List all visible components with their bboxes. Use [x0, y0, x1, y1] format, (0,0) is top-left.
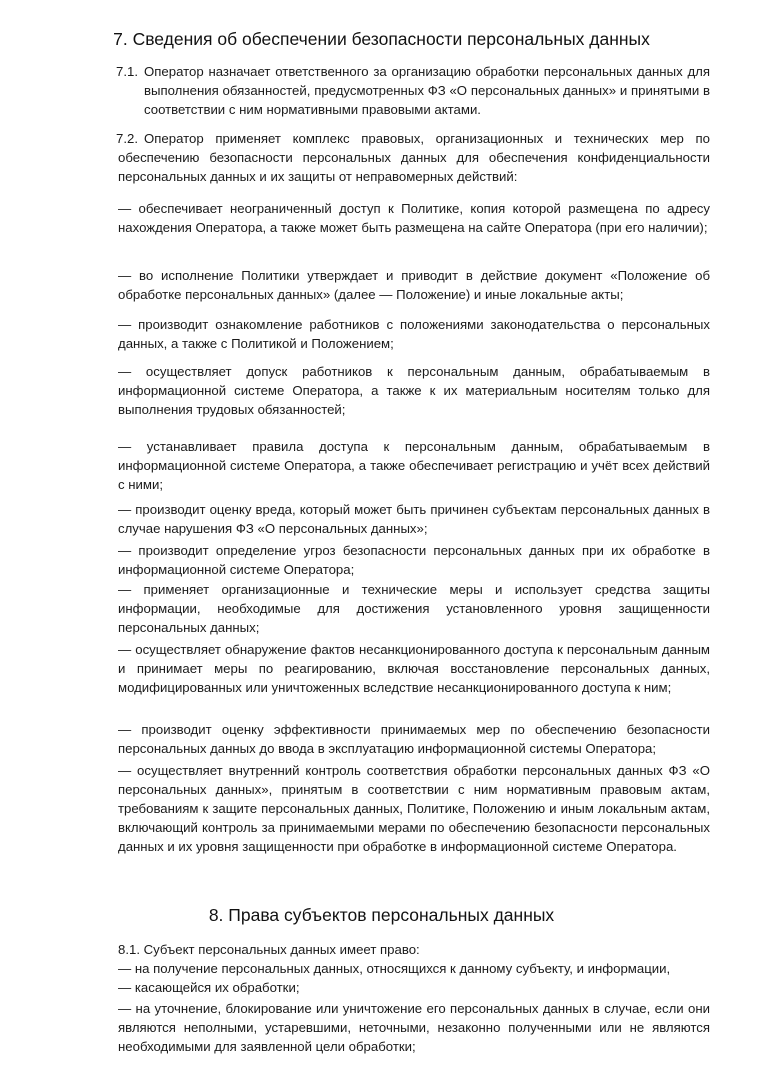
- list-item: — производит определение угроз безопасности персональных данных при их обработке в информационной системе Оператора;: [118, 543, 710, 577]
- list-item: — производит ознакомление работников с положениями законодательства о персональных данных, а также с Политикой и Положением;: [118, 317, 710, 351]
- list-item: — касающейся их обработки;: [118, 980, 300, 995]
- list-item: — на получение персональных данных, относящихся к данному субъекту, и информации,: [118, 961, 671, 976]
- clause-7-2-number: 7.2.: [116, 131, 138, 146]
- list-item: — применяет организационные и технические меры и использует средства защиты информации, необходимые для достижения установленного уровня защищенности персональных данных;: [118, 582, 710, 635]
- list-item: — производит оценку эффективности принимаемых мер по обеспечению безопасности персональных данных до ввода в эксплуатацию информационной системы Оператора;: [118, 722, 710, 756]
- section-7-heading: 7. Сведения об обеспечении безопасности персональных данных: [113, 29, 650, 49]
- clause-7-1-number: 7.1.: [116, 64, 138, 79]
- list-item: — устанавливает правила доступа к персональным данным, обрабатываемым в информационной системе Оператора, а также обеспечивает регистрацию и учёт всех действий с ними;: [118, 439, 710, 492]
- list-item: — осуществляет внутренний контроль соответствия обработки персональных данных ФЗ «О персональных данных», принятым в соответствии с ним нормативным правовым актам, требованиям к защите персональных данных, Политике, Положению и иным локальным актам, включающий контроль за принимаемыми мерами по обеспечению безопасности персональных данных и их уровня защищенности при обработке в информационной системе Оператора.: [118, 763, 710, 854]
- list-item: — осуществляет обнаружение фактов несанкционированного доступа к персональным данным и принимает меры по реагированию, включая восстановление персональных данных, модифицированных или уничтоженных вследствие несанкционированного доступа к ним;: [118, 642, 710, 695]
- list-item: — на уточнение, блокирование или уничтожение его персональных данных в случае, если они являются неполными, устаревшими, неточными, незаконно полученными или не являются необходимыми для заявленной цели обработки;: [118, 1001, 710, 1054]
- list-item: — производит оценку вреда, который может быть причинен субъектам персональных данных в случае нарушения ФЗ «О персональных данных»;: [118, 502, 710, 536]
- clause-7-2-text: обеспечению безопасности персональных данных для обеспечения конфиденциальности персональных данных и их защиты от неправомерных действий:: [118, 150, 710, 184]
- clause-7-1-text: Оператор назначает ответственного за организацию обработки персональных данных для выполнения обязанностей, предусмотренных ФЗ «О персональных данных» и принятыми в соответствии с ним нормативными правовыми актами.: [144, 64, 710, 117]
- clause-8-1: 8.1. Субъект персональных данных имеет право:: [118, 942, 420, 957]
- clause-7-2-first-line: Оператор применяет комплекс правовых, организационных и технических мер по: [144, 131, 710, 146]
- section-8-heading: 8. Права субъектов персональных данных: [208, 905, 555, 925]
- list-item: — осуществляет допуск работников к персональным данным, обрабатываемым в информационной системе Оператора, а также к их материальным носителям только для выполнения трудовых обязанностей;: [118, 364, 710, 417]
- list-item: — обеспечивает неограниченный доступ к Политике, копия которой размещена по адресу нахождения Оператора, а также может быть размещена на сайте Оператора (при его наличии);: [118, 201, 710, 235]
- list-item: — во исполнение Политики утверждает и приводит в действие документ «Положение об обработке персональных данных» (далее — Положение) и иные локальные акты;: [118, 268, 710, 302]
